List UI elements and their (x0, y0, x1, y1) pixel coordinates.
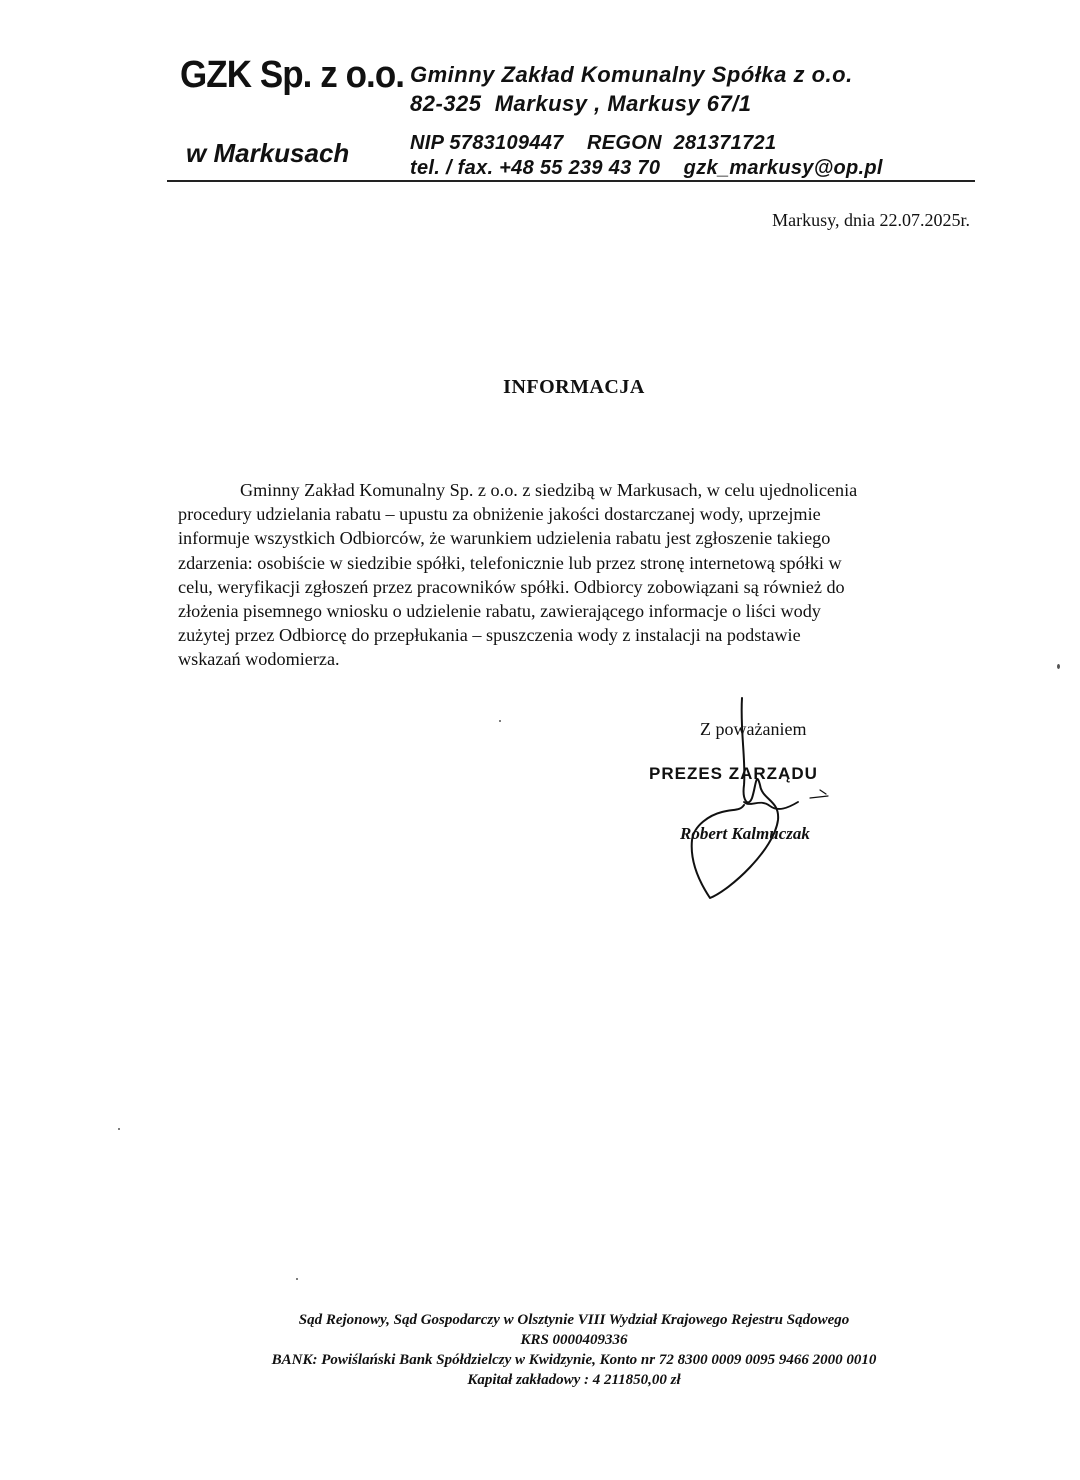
body-line: złożenia pisemnego wniosku o udzielenie rabatu, zawierającego informacje o liści wody (178, 601, 821, 622)
logo-location: w Markusach (186, 138, 350, 168)
stamp-title: PREZES ZARZĄDU (649, 764, 818, 783)
body-line: informuje wszystkich Odbiorców, że warunkiem udzielenia rabatu jest zgłoszenie takiego (178, 528, 831, 549)
body-line: Gminny Zakład Komunalny Sp. z o.o. z siedzibą w Markusach, w celu ujednolicenia (240, 480, 858, 500)
footer-bank: BANK: Powiślański Bank Spółdzielczy w Kwidzynie, Konto nr 72 8300 0009 0095 9466 2000 0010 (271, 1352, 877, 1368)
footer-krs: KRS 0000409336 (520, 1332, 628, 1348)
company-address: 82-325 Markusy , Markusy 67/1 (410, 91, 752, 116)
footer-court: Sąd Rejonowy, Sąd Gospodarczy w Olsztynie VIII Wydział Krajowego Rejestru Sądowego (298, 1312, 850, 1328)
scan-speck (1057, 664, 1060, 669)
document-footer (0, 1310, 1080, 1390)
closing-greeting: Z poważaniem (700, 719, 807, 739)
scan-speck (118, 1128, 120, 1130)
stamp-name: Robert Kalmuczak (680, 824, 810, 843)
document-date: Markusy, dnia 22.07.2025r. (772, 210, 970, 230)
body-line: zużytej przez Odbiorcę do przepłukania – spuszczenia wody z instalacji na podstawie (178, 625, 801, 646)
document-title: INFORMACJA (503, 376, 645, 398)
footer-capital: Kapitał zakładowy : 4 211850,00 zł (467, 1372, 681, 1388)
company-contact: tel. / fax. +48 55 239 43 70 gzk_markusy@op.pl (410, 157, 883, 179)
body-line: procedury udzielania rabatu – upustu za obniżenie jakości dostarczanej wody, uprzejmie (178, 504, 821, 525)
letterhead-divider (167, 180, 975, 182)
document-body (178, 478, 958, 672)
body-line: celu, weryfikacji zgłoszeń przez pracowników spółki. Odbiorcy zobowiązani są również do (178, 576, 845, 597)
scan-speck (296, 1278, 298, 1280)
company-name: Gminny Zakład Komunalny Spółka z o.o. (410, 62, 853, 87)
body-line: wskazań wodomierza. (178, 649, 340, 670)
scan-speck (499, 720, 501, 722)
company-logo: GZK Sp. z o.o. (180, 54, 405, 96)
body-line: zdarzenia: osobiście w siedzibie spółki, telefonicznie lub przez stronę internetową spółki w (178, 552, 842, 573)
company-ids: NIP 5783109447 REGON 281371721 (410, 132, 777, 154)
handwritten-signature (660, 690, 860, 910)
